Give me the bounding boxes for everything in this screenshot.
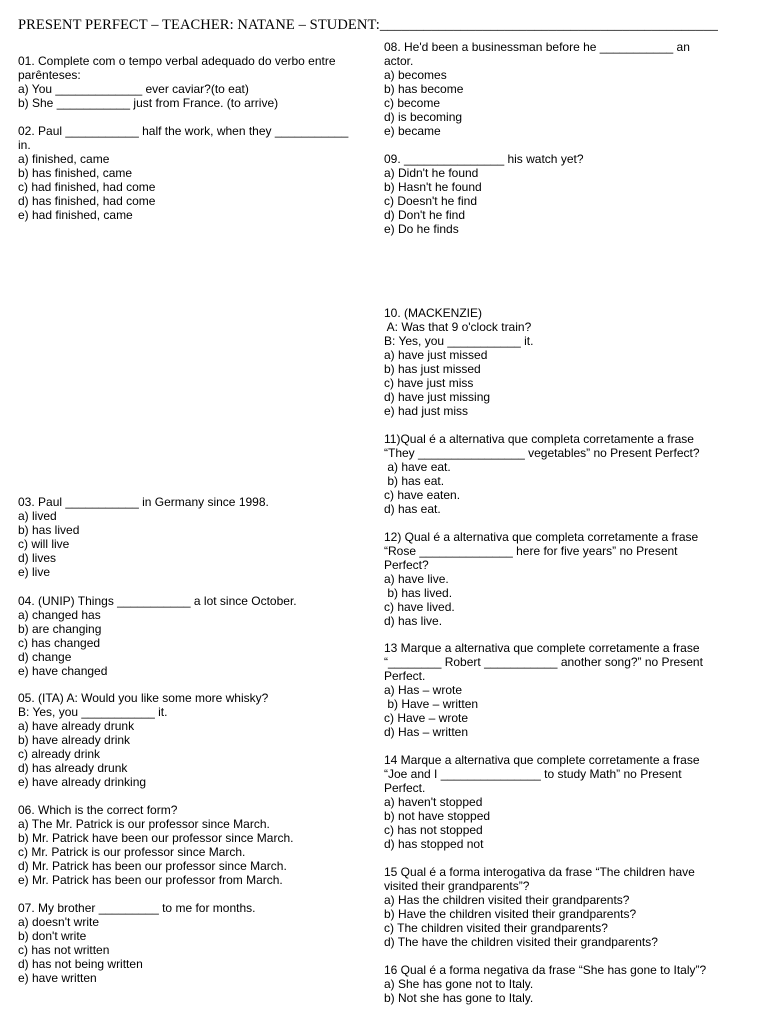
question-line: c) has not stopped <box>384 823 483 837</box>
question-line: d) Don't he find <box>384 208 466 222</box>
question-line: b) She ___________ just from France. (to arrive) <box>18 96 279 110</box>
question-line: a) She has gone not to Italy. <box>384 977 534 991</box>
question-07 <box>18 901 378 985</box>
question-text: 14 Marque a alternativa que complete corretamente a frase <box>384 753 700 767</box>
question-line: d) The have the children visited their grandparents? <box>384 935 658 949</box>
question-line: c) become <box>384 96 441 110</box>
question-line: e) had just miss <box>384 404 469 418</box>
question-line: d) lives <box>18 551 57 565</box>
question-line: “________ Robert ___________ another song?” no Present <box>384 655 703 669</box>
question-line: c) has not written <box>18 943 110 957</box>
question-line: c) already drink <box>18 747 101 761</box>
question-line: A: Was that 9 o'clock train? <box>384 320 532 334</box>
question-12 <box>384 530 754 628</box>
question-line: c) have just miss <box>384 376 474 390</box>
question-line: a) becomes <box>384 68 447 82</box>
question-text: 03. Paul ___________ in Germany since 1998. <box>18 495 269 509</box>
question-line: e) have written <box>18 971 97 985</box>
question-line: e) have already drinking <box>18 775 147 789</box>
question-line: b) has become <box>384 82 464 96</box>
question-text: 02. Paul ___________ half the work, when they ___________ <box>18 124 349 138</box>
question-line: Perfect. <box>384 781 426 795</box>
question-line: b) don't write <box>18 929 87 943</box>
question-text: 12) Qual é a alternativa que completa corretamente a frase <box>384 530 699 544</box>
question-line: “Joe and I _______________ to study Math” no Present <box>384 767 682 781</box>
question-02 <box>18 124 378 222</box>
question-line: a) You _____________ ever caviar?(to eat) <box>18 82 249 96</box>
question-line: e) Do he finds <box>384 222 459 236</box>
question-text: 06. Which is the correct form? <box>18 803 178 817</box>
question-line: in. <box>18 138 31 152</box>
worksheet-title: PRESENT PERFECT – TEACHER: NATANE – STUDENT:______________________________________________ <box>18 17 718 33</box>
question-line: b) have already drink <box>18 733 131 747</box>
question-line: d) is becoming <box>384 110 463 124</box>
question-line: c) Have – wrote <box>384 711 469 725</box>
question-text: 01. Complete com o tempo verbal adequado do verbo entre <box>18 54 336 68</box>
question-line: b) has just missed <box>384 362 481 376</box>
question-line: a) Has the children visited their grandparents? <box>384 893 630 907</box>
question-line: a) have just missed <box>384 348 488 362</box>
question-line: b) has lived <box>18 523 80 537</box>
question-line: c) have lived. <box>384 600 455 614</box>
question-line: b) Have the children visited their grandparents? <box>384 907 637 921</box>
question-line: B: Yes, you ___________ it. <box>384 334 534 348</box>
question-text: 04. (UNIP) Things ___________ a lot since October. <box>18 594 297 608</box>
question-line: c) will live <box>18 537 70 551</box>
question-line: a) have live. <box>384 572 449 586</box>
question-line: e) have changed <box>18 664 108 678</box>
question-line: d) has stopped not <box>384 837 484 851</box>
question-line: d) has not being written <box>18 957 143 971</box>
question-line: c) has changed <box>18 636 101 650</box>
question-text: 11)Qual é a alternativa que completa corretamente a frase <box>384 432 694 446</box>
question-line: c) have eaten. <box>384 488 461 502</box>
question-line: d) has finished, had come <box>18 194 156 208</box>
question-text: 08. He'd been a businessman before he ___________ an <box>384 40 690 54</box>
question-01 <box>18 54 378 110</box>
question-line: b) has lived. <box>384 586 453 600</box>
question-text: 07. My brother _________ to me for months. <box>18 901 256 915</box>
question-10 <box>384 306 754 418</box>
question-line: b) Not she has gone to Italy. <box>384 991 534 1005</box>
question-line: b) Hasn't he found <box>384 180 482 194</box>
question-line: a) The Mr. Patrick is our professor since March. <box>18 817 270 831</box>
question-line: Perfect? <box>384 558 429 572</box>
question-text: 15 Qual é a forma interogativa da frase “The children have <box>384 865 695 879</box>
question-text: 16 Qual é a forma negativa da frase “She has gone to Italy”? <box>384 963 707 977</box>
question-line: a) have already drunk <box>18 719 135 733</box>
question-line: b) Have – written <box>384 697 479 711</box>
question-line: d) has eat. <box>384 502 441 516</box>
question-16 <box>384 963 754 1005</box>
question-text: 09. _______________ his watch yet? <box>384 152 584 166</box>
question-line: b) are changing <box>18 622 102 636</box>
question-line: e) live <box>18 565 51 579</box>
question-line: d) has live. <box>384 614 443 628</box>
question-line: e) had finished, came <box>18 208 133 222</box>
question-line: actor. <box>384 54 414 68</box>
question-line: a) haven't stopped <box>384 795 483 809</box>
question-line: d) have just missing <box>384 390 491 404</box>
question-line: d) has already drunk <box>18 761 128 775</box>
question-line: d) Has – written <box>384 725 469 739</box>
question-line: a) doesn't write <box>18 915 99 929</box>
question-line: c) had finished, had come <box>18 180 156 194</box>
question-15 <box>384 865 754 949</box>
question-05 <box>18 691 378 789</box>
question-06 <box>18 803 378 887</box>
question-09 <box>384 152 754 236</box>
question-13 <box>384 641 754 739</box>
question-line: a) finished, came <box>18 152 110 166</box>
question-line: b) not have stopped <box>384 809 491 823</box>
question-line: B: Yes, you ___________ it. <box>18 705 168 719</box>
question-line: b) has eat. <box>384 474 445 488</box>
question-line: b) has finished, came <box>18 166 133 180</box>
question-line: “They ________________ vegetables” no Present Perfect? <box>384 446 700 460</box>
question-03 <box>18 495 378 579</box>
question-04 <box>18 594 378 678</box>
question-line: “Rose ______________ here for five years” no Present <box>384 544 678 558</box>
question-line: visited their grandparents”? <box>384 879 530 893</box>
question-text: 05. (ITA) A: Would you like some more whisky? <box>18 691 269 705</box>
question-line: c) Doesn't he find <box>384 194 478 208</box>
question-text: 13 Marque a alternativa que complete corretamente a frase <box>384 641 700 655</box>
question-line: c) The children visited their grandparents? <box>384 921 608 935</box>
question-line: d) Mr. Patrick has been our professor since March. <box>18 859 287 873</box>
question-line: e) became <box>384 124 441 138</box>
question-text: 10. (MACKENZIE) <box>384 306 483 320</box>
question-line: parênteses: <box>18 68 81 82</box>
question-14 <box>384 753 754 851</box>
question-line: b) Mr. Patrick have been our professor since March. <box>18 831 294 845</box>
question-line: Perfect. <box>384 669 426 683</box>
question-line: a) Has – wrote <box>384 683 463 697</box>
question-line: a) lived <box>18 509 57 523</box>
question-line: a) changed has <box>18 608 101 622</box>
question-11 <box>384 432 754 516</box>
question-08 <box>384 40 754 138</box>
question-line: c) Mr. Patrick is our professor since March. <box>18 845 246 859</box>
question-line: a) Didn't he found <box>384 166 479 180</box>
question-line: d) change <box>18 650 72 664</box>
question-line: e) Mr. Patrick has been our professor from March. <box>18 873 283 887</box>
question-line: a) have eat. <box>384 460 451 474</box>
